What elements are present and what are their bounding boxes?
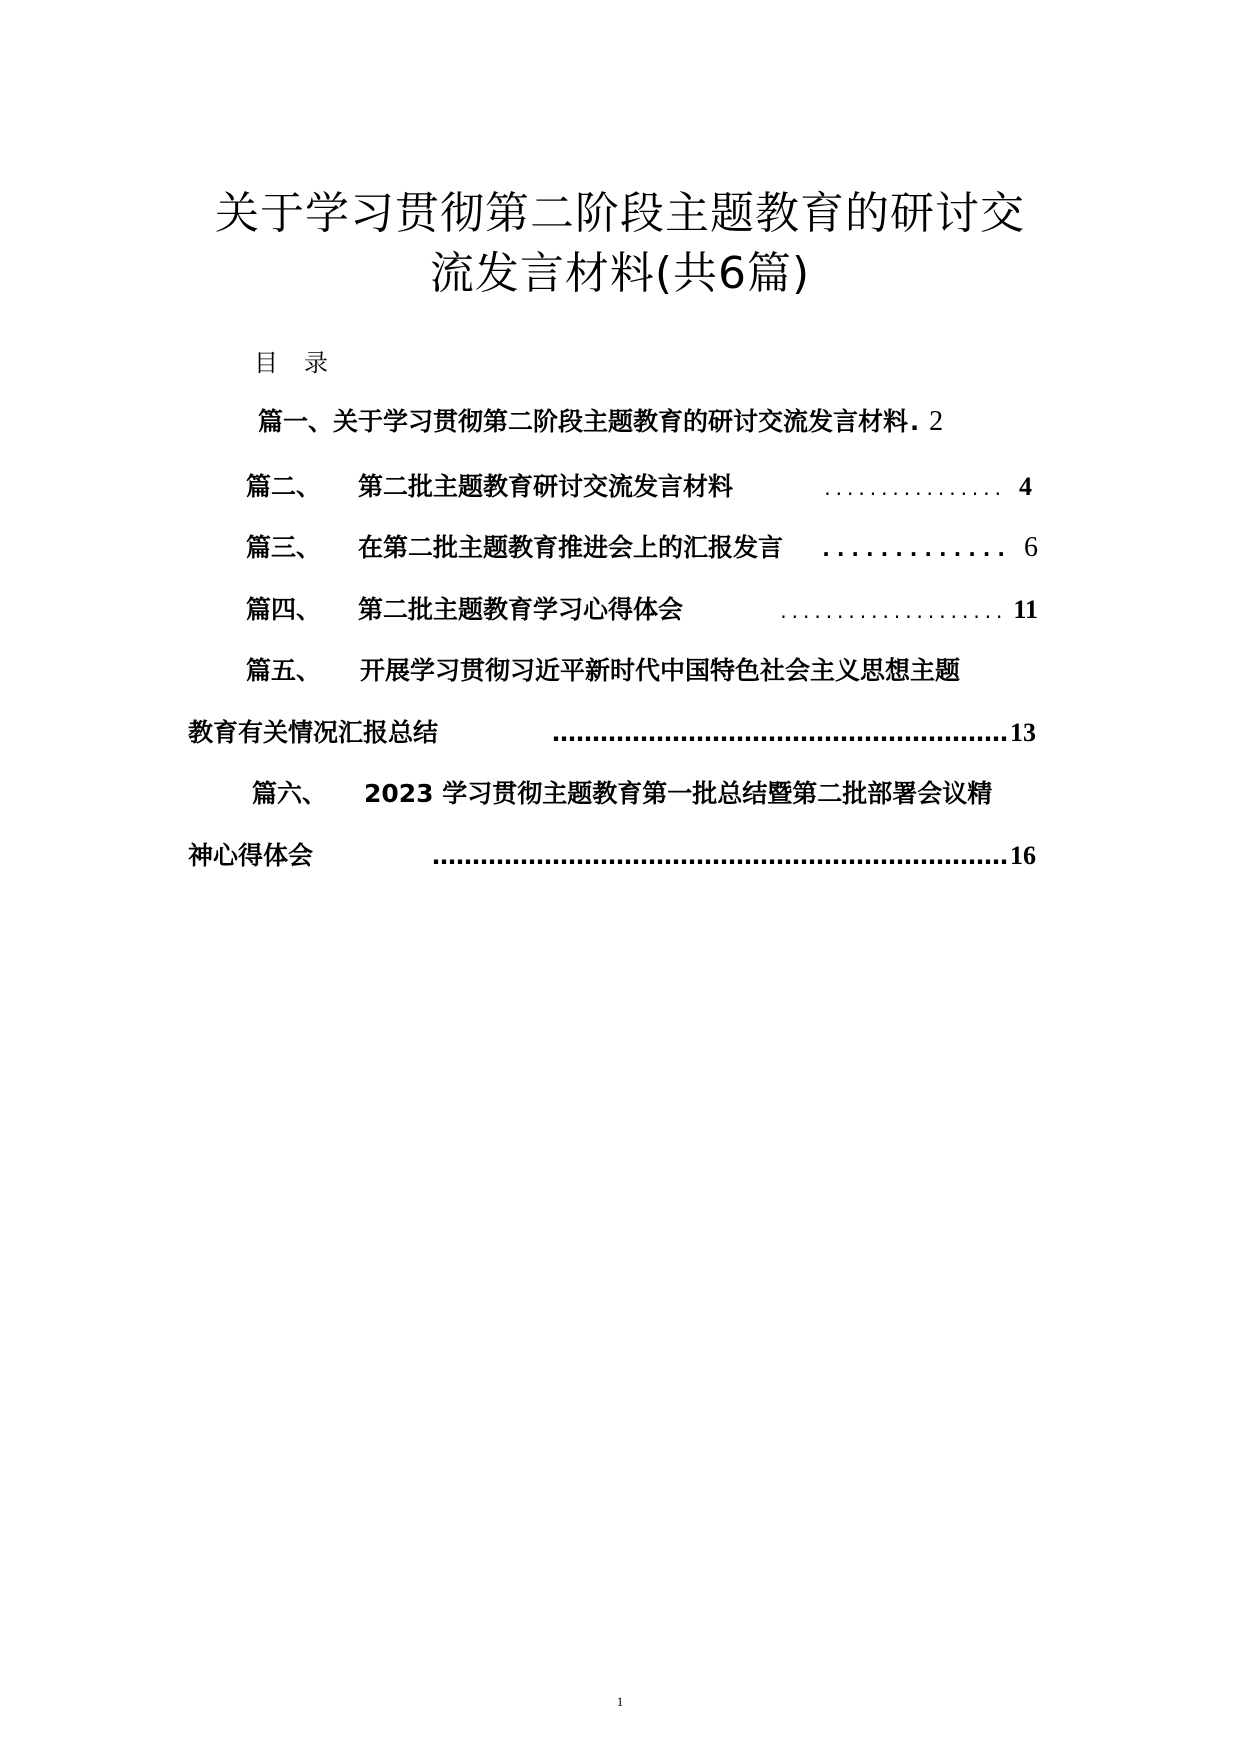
toc-entry-label: 篇六、 (252, 779, 328, 808)
document-title-line-1: 关于学习贯彻第二阶段主题教育的研讨交 (215, 188, 1025, 239)
toc-entry-6-continuation[interactable] (188, 836, 1036, 876)
page-number: 1 (616, 1694, 624, 1709)
toc-entry-5[interactable] (246, 651, 1046, 691)
toc-entry-1[interactable] (258, 402, 1044, 442)
toc-entry-leader: ................ (824, 476, 1006, 500)
toc-entry-page: 11 (1013, 595, 1038, 624)
toc-entry-label: 篇四、 (246, 595, 322, 624)
toc-entry-title: 神心得体会 (188, 841, 314, 870)
toc-entry-leader: .................... (780, 599, 1008, 623)
toc-heading: 目录 (254, 349, 354, 377)
toc-entry-title: 在第二批主题教育推进会上的汇报发言 (358, 533, 784, 562)
toc-entry-title: 2023 学习贯彻主题教育第一批总结暨第二批部署会议精 (364, 779, 993, 808)
toc-entry-page: 6 (1024, 532, 1038, 563)
toc-entry-label: 篇三、 (246, 533, 322, 562)
toc-entry-label: 篇一、 (258, 407, 334, 436)
toc-entry-3[interactable] (246, 528, 1038, 568)
toc-entry-title: 开展学习贯彻习近平新时代中国特色社会主义思想主题 (360, 656, 961, 685)
toc-entry-label: 篇五、 (246, 656, 322, 685)
toc-entry-page: 2 (929, 406, 944, 437)
toc-entry-page: 4 (1019, 472, 1032, 501)
document-title-line-2: 流发言材料(共6篇) (429, 248, 811, 299)
toc-entry-title: 第二批主题教育学习心得体会 (358, 595, 684, 624)
toc-entry-label: 篇二、 (246, 472, 322, 501)
toc-entry-leader: ............. (822, 537, 1012, 561)
toc-entry-title: 第二批主题教育研讨交流发言材料 (358, 472, 734, 501)
toc-entry-title: 关于学习贯彻第二阶段主题教育的研讨交流发言材料 (333, 407, 909, 436)
toc-entry-2[interactable] (246, 467, 1032, 507)
toc-entry-6[interactable] (252, 774, 1052, 814)
toc-entry-page: 16 (1010, 841, 1036, 870)
toc-entry-title: 教育有关情况汇报总结 (188, 718, 439, 747)
toc-entry-leader: . (910, 408, 920, 436)
toc-entry-4[interactable] (246, 590, 1038, 630)
toc-entry-leader: ………………………………………………… (552, 719, 1008, 747)
toc-entry-5-continuation[interactable] (188, 713, 1036, 753)
toc-entry-page: 13 (1010, 718, 1036, 747)
toc-entry-leader: ……………………………………………………………… (432, 842, 1008, 870)
